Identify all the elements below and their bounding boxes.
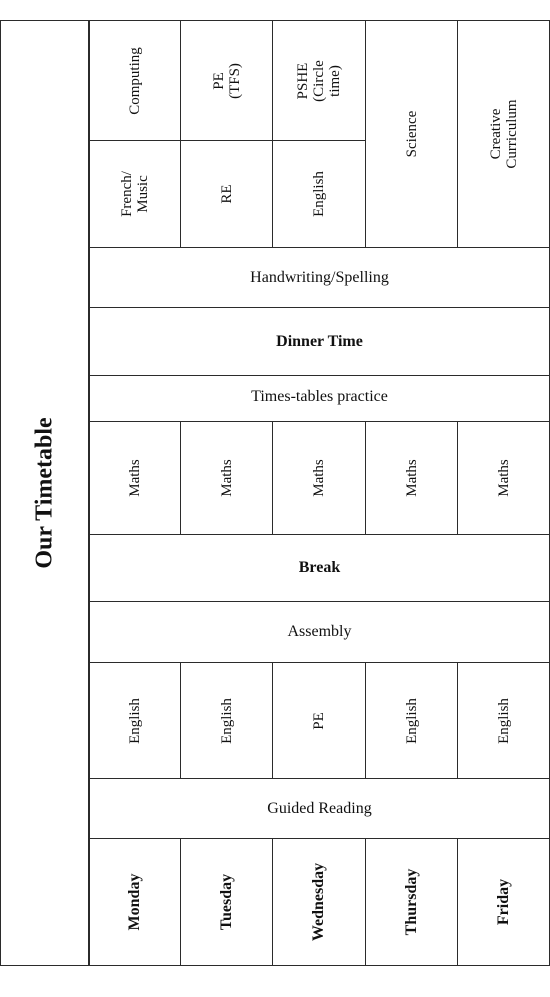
day-label: Wednesday (310, 862, 327, 942)
row-guided-reading (89, 778, 550, 839)
cell-label: English (218, 697, 235, 744)
day-header-thursday (365, 838, 458, 966)
cell-thursday-maths (365, 421, 458, 535)
cell-label: English (403, 697, 420, 744)
cell-friday-maths (457, 421, 550, 535)
cell-label: PSHE (Circle time) (295, 59, 343, 102)
row-assembly (89, 601, 550, 663)
cell-thursday-science (365, 20, 458, 248)
row-label: Break (298, 559, 341, 576)
day-header-friday (457, 838, 550, 966)
cell-monday-french-music (89, 140, 181, 248)
cell-thursday-english (365, 662, 458, 779)
cell-tuesday-maths (180, 421, 273, 535)
title-column (0, 20, 89, 966)
row-label: Times-tables practice (251, 388, 388, 405)
cell-label: English (495, 697, 512, 744)
cell-monday-computing (89, 20, 181, 141)
row-times-tables (89, 375, 550, 422)
day-label: Tuesday (217, 873, 235, 931)
day-header-tuesday (180, 838, 273, 966)
cell-label: Maths (127, 459, 143, 497)
cell-label: Creative Curriculum (487, 99, 520, 169)
cell-wednesday-english (272, 140, 366, 248)
page-title: Our Timetable (31, 417, 57, 569)
cell-label: Science (403, 110, 420, 158)
cell-label: PE (311, 711, 327, 730)
cell-wednesday-pshe (272, 20, 366, 141)
day-label: Thursday (402, 868, 420, 936)
row-break (89, 534, 550, 602)
cell-wednesday-maths (272, 421, 366, 535)
cell-tuesday-re (180, 140, 273, 248)
cell-label: French/ Music (119, 171, 151, 217)
cell-monday-english (89, 662, 181, 779)
day-header-wednesday (272, 838, 366, 966)
cell-tuesday-english (180, 662, 273, 779)
cell-label: English (127, 697, 143, 744)
cell-friday-english (457, 662, 550, 779)
row-label: Handwriting/Spelling (250, 268, 389, 286)
day-header-monday (89, 838, 181, 966)
cell-label: Maths (218, 459, 235, 497)
row-label: Assembly (287, 623, 352, 640)
row-label: Dinner Time (276, 332, 363, 350)
cell-label: English (311, 171, 327, 217)
cell-wednesday-pe (272, 662, 366, 779)
cell-label: Maths (311, 459, 327, 497)
cell-tuesday-pe-tfs (180, 20, 273, 141)
cell-label: Maths (495, 459, 512, 497)
cell-label: RE (218, 184, 235, 204)
cell-monday-maths (89, 421, 181, 535)
day-label: Monday (126, 873, 143, 931)
row-label: Guided Reading (267, 799, 372, 817)
cell-label: Maths (403, 459, 420, 497)
cell-label: PE (TFS) (210, 62, 243, 99)
cell-label: Computing (127, 46, 143, 115)
row-dinner-time (89, 307, 550, 376)
cell-friday-creative-curriculum (457, 20, 550, 248)
row-handwriting-spelling (89, 247, 550, 308)
day-label: Friday (494, 878, 512, 926)
